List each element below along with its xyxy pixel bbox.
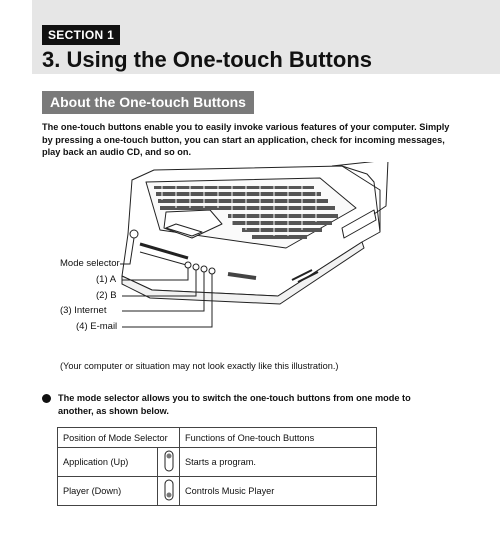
callout-button-a: (1) A <box>96 274 117 285</box>
table-row <box>58 477 377 506</box>
table-header-row <box>58 428 377 448</box>
table-header-position: Position of Mode Selector <box>58 428 180 448</box>
row-position: Application (Up) <box>58 448 158 477</box>
switch-up-icon <box>158 448 180 477</box>
callout-mode-selector: Mode selector <box>60 258 120 269</box>
switch-down-icon <box>158 477 180 506</box>
callout-internet: (3) Internet <box>60 305 107 316</box>
illustration-caption: (Your computer or situation may not look exactly like this illustration.) <box>60 361 339 371</box>
table-header-function: Functions of One-touch Buttons <box>180 428 377 448</box>
section-badge: SECTION 1 <box>42 25 120 45</box>
bullet-dot <box>42 394 51 403</box>
row-function: Controls Music Player <box>180 477 377 506</box>
mode-table <box>57 427 377 506</box>
table-row <box>58 448 377 477</box>
callout-button-b: (2) B <box>96 290 117 301</box>
callout-email: (4) E-mail <box>76 321 118 332</box>
row-position: Player (Down) <box>58 477 158 506</box>
bullet-text: The mode selector allows you to switch the one-touch buttons from one mode to another, as shown below. <box>58 393 411 416</box>
subheading: About the One-touch Buttons <box>42 91 254 114</box>
page-title: 3. Using the One-touch Buttons <box>42 47 372 72</box>
row-function: Starts a program. <box>180 448 377 477</box>
intro-paragraph: The one-touch buttons enable you to easily invoke various features of your computer. Simply by pressing a one-touch button, you can start an application, check for incoming messages, play back an audio CD, and so on. <box>42 122 450 157</box>
